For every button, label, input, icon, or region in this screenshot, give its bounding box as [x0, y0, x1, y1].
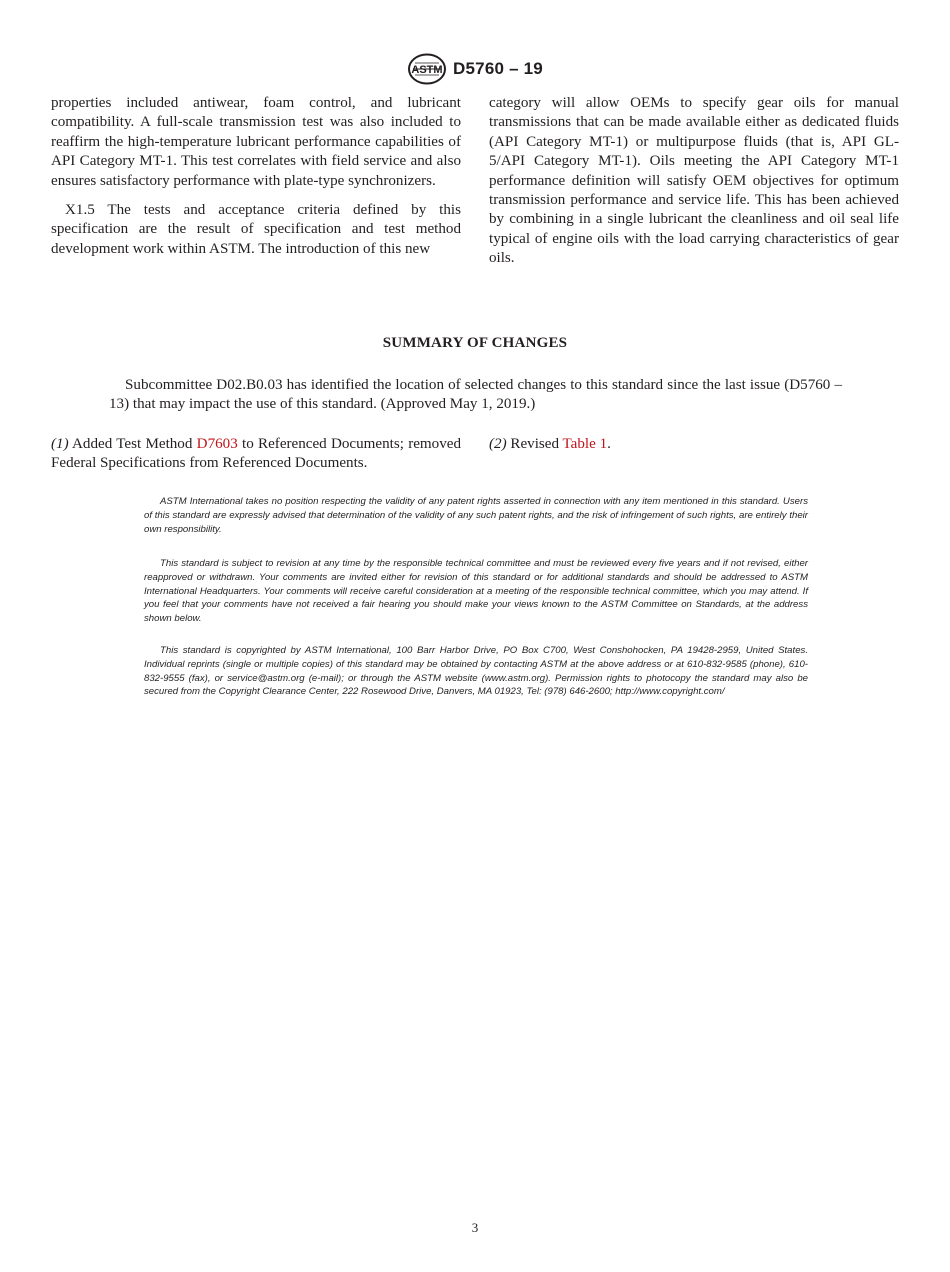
change-number: (2)	[489, 436, 507, 452]
page-number: 3	[471, 1220, 479, 1235]
paragraph-continued: properties included antiwear, foam control, and lubricant compatibility. A full-scale transmission test was also included to reaffirm the high-temperature lubricant performance capabilities of API Category MT-1. This test correlates with field service and also ensures satisfactory performance with plate-type synchronizers.	[51, 95, 461, 189]
astm-logo-icon	[407, 53, 447, 85]
left-column	[51, 94, 461, 259]
change-number: (1)	[51, 436, 69, 452]
right-column	[489, 94, 899, 269]
summary-intro: Subcommittee D02.B0.03 has identified the location of selected changes to this standard since the last issue (D5760 – 13) that may impact the use of this standard. (Approved May 1, 2019.)	[109, 377, 842, 413]
svg-text:ASTM: ASTM	[411, 64, 443, 76]
d7603-link[interactable]: D7603	[196, 436, 238, 452]
change-item-2: (2) Revised Table 1.	[489, 436, 611, 452]
copyright-notice: This standard is copyrighted by ASTM International, 100 Barr Harbor Drive, PO Box C700, West Conshohocken, PA 19428-2959, United States. Individual reprints (single or multiple copies) of this standard may be obtained by contacting ASTM at the above address or at 610-832-9585 (phone), 610-832-9555 (fax), or service@astm.org (e-mail); or through the ASTM website (www.astm.org). Permission rights to photocopy the standard may also be secured from the Copyright Clearance Center, 222 Rosewood Drive, Danvers, MA 01923, Tel: (978) 646-2600; http://www.copyright.com/	[144, 645, 808, 698]
paragraph-x1-5: X1.5 The tests and acceptance criteria defined by this specification are the result of specification and test method development work within ASTM. The introduction of this new	[51, 202, 461, 257]
patent-notice: ASTM International takes no position respecting the validity of any patent rights asserted in connection with any item mentioned in this standard. Users of this standard are expressly advised that determination of the validity of any such patent rights, and the risk of infringement of such rights, are entirely their own responsibility.	[144, 496, 808, 535]
revision-notice: This standard is subject to revision at any time by the responsible technical committee and must be reviewed every five years and if not revised, either reapproved or withdrawn. Your comments are invited either for revision of this standard or for additional standards and should be addressed to ASTM International Headquarters. Your comments will receive careful consideration at a meeting of the responsible technical committee, which you may attend. If you feel that your comments have not received a fair hearing you should make your views known to the ASTM Committee on Standards, at the address shown below.	[144, 558, 808, 625]
summary-of-changes-title: SUMMARY OF CHANGES	[382, 335, 568, 351]
change-item-1: (1) Added Test Method D7603 to Referenced Documents; removed Federal Specifications from Referenced Documents.	[51, 436, 461, 472]
paragraph-x1-5-continued: category will allow OEMs to specify gear oils for manual transmissions that can be made available either as dedicated fluids (API Category MT-1) or multipurpose fluids (that is, API GL-5/API Category MT-1). Oils meeting the API Category MT-1 performance definition will satisfy OEM objectives for optimum transmission performance and service life. This has been achieved by combining in a single lubricant the cleanliness and oil seal life typical of engine oils with the load carrying characteristics of gear oils.	[489, 95, 899, 267]
page-header	[0, 53, 950, 85]
table-1-link[interactable]: Table 1	[562, 436, 608, 452]
document-designation: D5760 – 19	[453, 59, 543, 78]
